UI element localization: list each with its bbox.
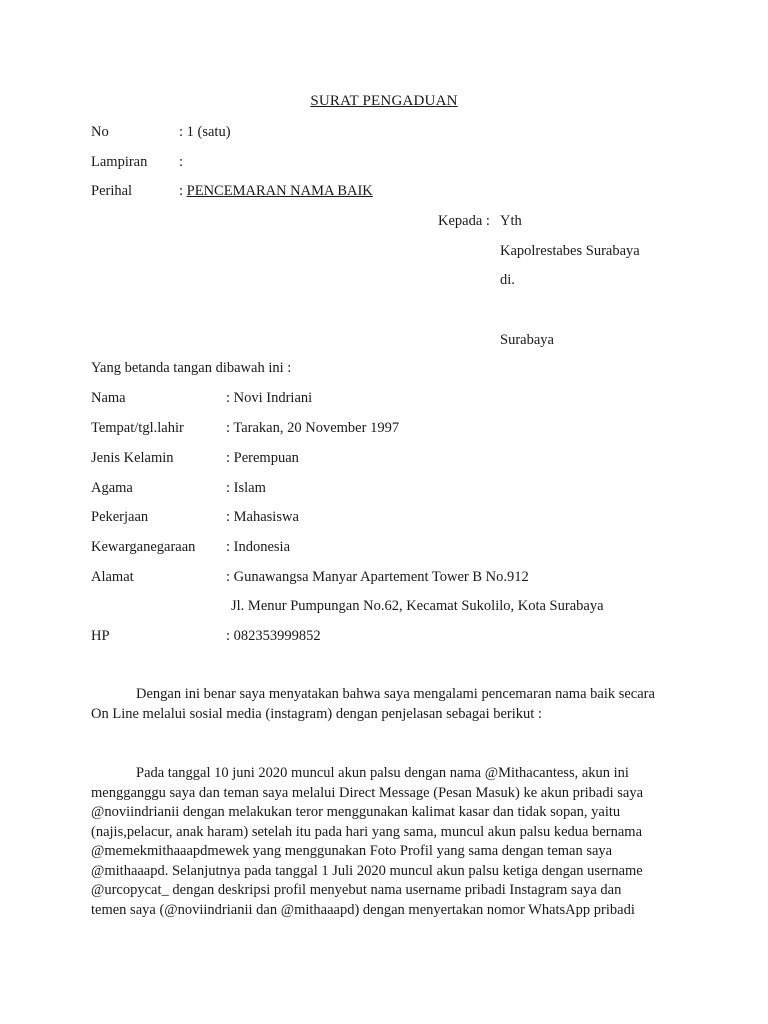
- paragraph-line: @urcopycat_ dengan deskripsi profil menyebut nama username pribadi Instagram saya dan: [91, 882, 622, 898]
- kepada-label: Kepada :: [438, 213, 490, 229]
- paragraph-line: @memekmithaaapdmewek yang menggunakan Foto Profil yang sama dengan teman saya: [91, 843, 613, 859]
- recipient-line-city: Surabaya: [500, 332, 554, 348]
- paragraph-statement: [91, 685, 681, 724]
- intro-text: Yang betanda tangan dibawah ini :: [91, 360, 292, 376]
- alamat-value: : Gunawangsa Manyar Apartement Tower B No.912: [226, 569, 529, 585]
- paragraph-line: On Line melalui sosial media (instagram) dengan penjelasan sebagai berikut :: [91, 705, 542, 722]
- no-label: No: [91, 124, 109, 140]
- paragraph-line: Dengan ini benar saya menyatakan bahwa saya mengalami pencemaran nama baik secara: [136, 686, 655, 702]
- nama-value: : Novi Indriani: [226, 390, 313, 406]
- alamat-cont: Jl. Menur Pumpungan No.62, Kecamat Sukolilo, Kota Surabaya: [231, 598, 604, 614]
- paragraph-line: mengganggu saya dan teman saya melalui Direct Message (Pesan Masuk) ke akun pribadi saya: [91, 784, 644, 801]
- recipient-line-yth: Yth: [500, 213, 522, 229]
- letter-title: SURAT PENGADUAN: [310, 93, 458, 109]
- kwn-value: : Indonesia: [226, 539, 291, 555]
- hp-label: HP: [91, 628, 110, 644]
- paragraph-line: temen saya (@noviindrianii dan @mithaaapd) dengan menyertakan nomor WhatsApp pribadi: [91, 901, 635, 918]
- recipient-line-office: Kapolrestabes Surabaya: [500, 243, 640, 259]
- ttl-value: : Tarakan, 20 November 1997: [226, 420, 400, 436]
- jk-value: : Perempuan: [226, 450, 299, 466]
- perihal-value: PENCEMARAN NAMA BAIK: [186, 183, 373, 199]
- paragraph-chronology: [91, 764, 681, 920]
- alamat-label: Alamat: [91, 569, 134, 585]
- perihal-colon: :: [179, 183, 187, 199]
- paragraph-line: (najis,pelacur, anak haram) setelah itu pada hari yang sama, muncul akun palsu kedua bernama: [91, 823, 643, 840]
- paragraph-line: Pada tanggal 10 juni 2020 muncul akun palsu dengan nama @Mithacantess, akun ini: [136, 765, 629, 781]
- recipient-line-di: di.: [500, 272, 515, 288]
- paragraph-line: @mithaaapd. Selanjutnya pada tanggal 1 Juli 2020 muncul akun palsu ketiga dengan username: [91, 862, 643, 879]
- pekerjaan-value: : Mahasiswa: [226, 509, 299, 525]
- perihal-value-wrap: [179, 181, 373, 201]
- lampiran-value: :: [179, 154, 184, 170]
- nama-label: Nama: [91, 390, 126, 406]
- kwn-label: Kewarganegaraan: [91, 539, 196, 555]
- lampiran-label: Lampiran: [91, 154, 148, 170]
- ttl-label: Tempat/tgl.lahir: [91, 420, 184, 436]
- agama-label: Agama: [91, 480, 133, 496]
- agama-value: : Islam: [226, 480, 266, 496]
- hp-value: : 082353999852: [226, 628, 321, 644]
- pekerjaan-label: Pekerjaan: [91, 509, 149, 525]
- no-value: : 1 (satu): [179, 124, 231, 140]
- jk-label: Jenis Kelamin: [91, 450, 174, 466]
- paragraph-line: @noviindrianii dengan melakukan teror menggunakan kalimat kasar dan tidak sopan, yaitu: [91, 804, 621, 820]
- perihal-label: Perihal: [91, 183, 133, 199]
